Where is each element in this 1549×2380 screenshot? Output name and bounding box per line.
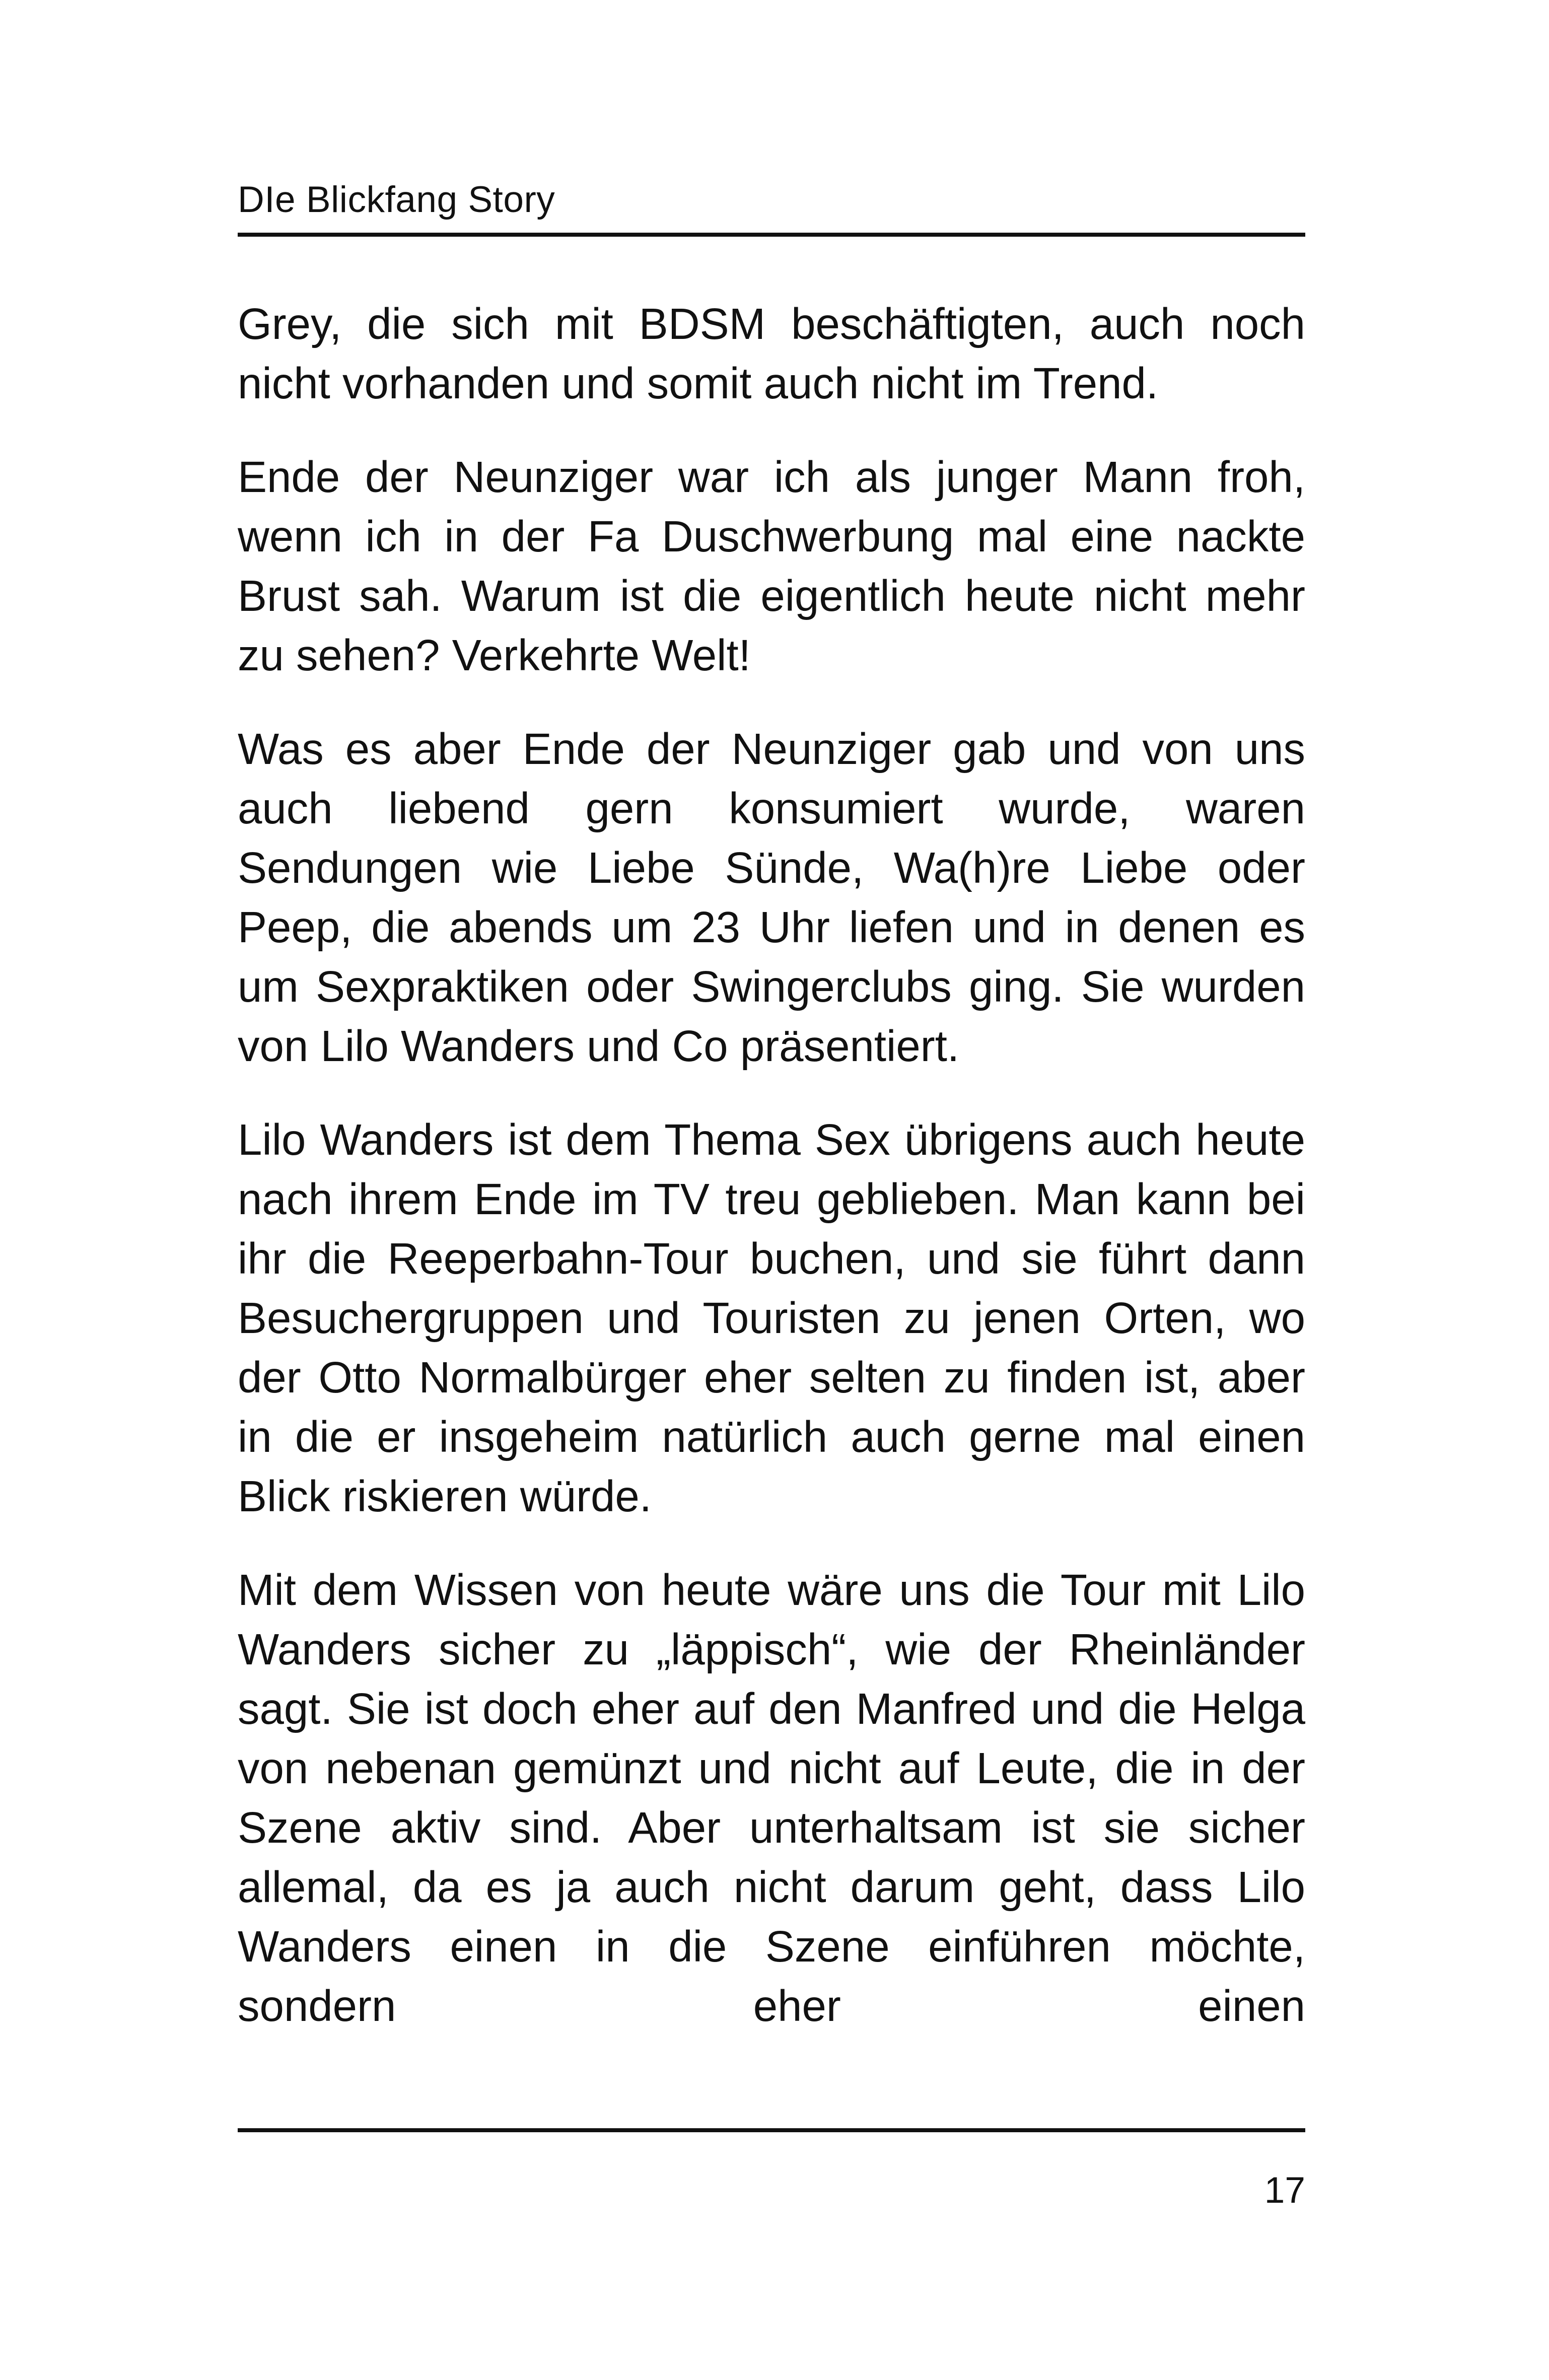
page-number: 17 — [1264, 2170, 1305, 2211]
body-text — [238, 295, 1305, 2070]
paragraph: Ende der Neunziger war ich als junger Mann froh, wenn ich in der Fa Duschwerbung mal eine nackte Brust sah. Warum ist die eigentlich heute nicht mehr zu sehen? Verkehrte Welt! — [238, 453, 1305, 680]
paragraph: Mit dem Wissen von heute wäre uns die Tour mit Lilo Wanders sicher zu „läppisch“, wie der Rheinländer sagt. Sie ist doch eher auf den Manfred und die Helga von nebenan gemünzt und nicht auf Leute, die in der Szene aktiv sind. Aber unterhaltsam ist sie sicher allemal, da es ja auch nicht darum geht, dass Lilo Wanders einen in die Szene einführen möchte, sondern eher einen — [238, 1566, 1305, 2031]
header-rule — [238, 233, 1305, 237]
paragraph: Was es aber Ende der Neunziger gab und von uns auch liebend gern konsumiert wurde, waren Sendungen wie Liebe Sünde, Wa(h)re Liebe oder Peep, die abends um 23 Uhr liefen und in denen es um Sexpraktiken oder Swingerclubs ging. Sie wurden von Lilo Wanders und Co präsentiert. — [238, 725, 1305, 1071]
running-header: DIe Blickfang Story — [238, 179, 555, 220]
footer-rule — [238, 2128, 1305, 2132]
paragraph: Lilo Wanders ist dem Thema Sex übrigens auch heute nach ihrem Ende im TV treu geblieben. Man kann bei ihr die Reeperbahn-Tour buchen, und sie führt dann Besuchergruppen und Touristen zu jenen Orten, wo der Otto Normalbürger eher selten zu finden ist, aber in die er insgeheim natürlich auch gerne mal einen Blick riskieren würde. — [238, 1115, 1305, 1521]
paragraph: Grey, die sich mit BDSM beschäftigten, auch noch nicht vorhanden und somit auch nicht im Trend. — [238, 300, 1305, 408]
